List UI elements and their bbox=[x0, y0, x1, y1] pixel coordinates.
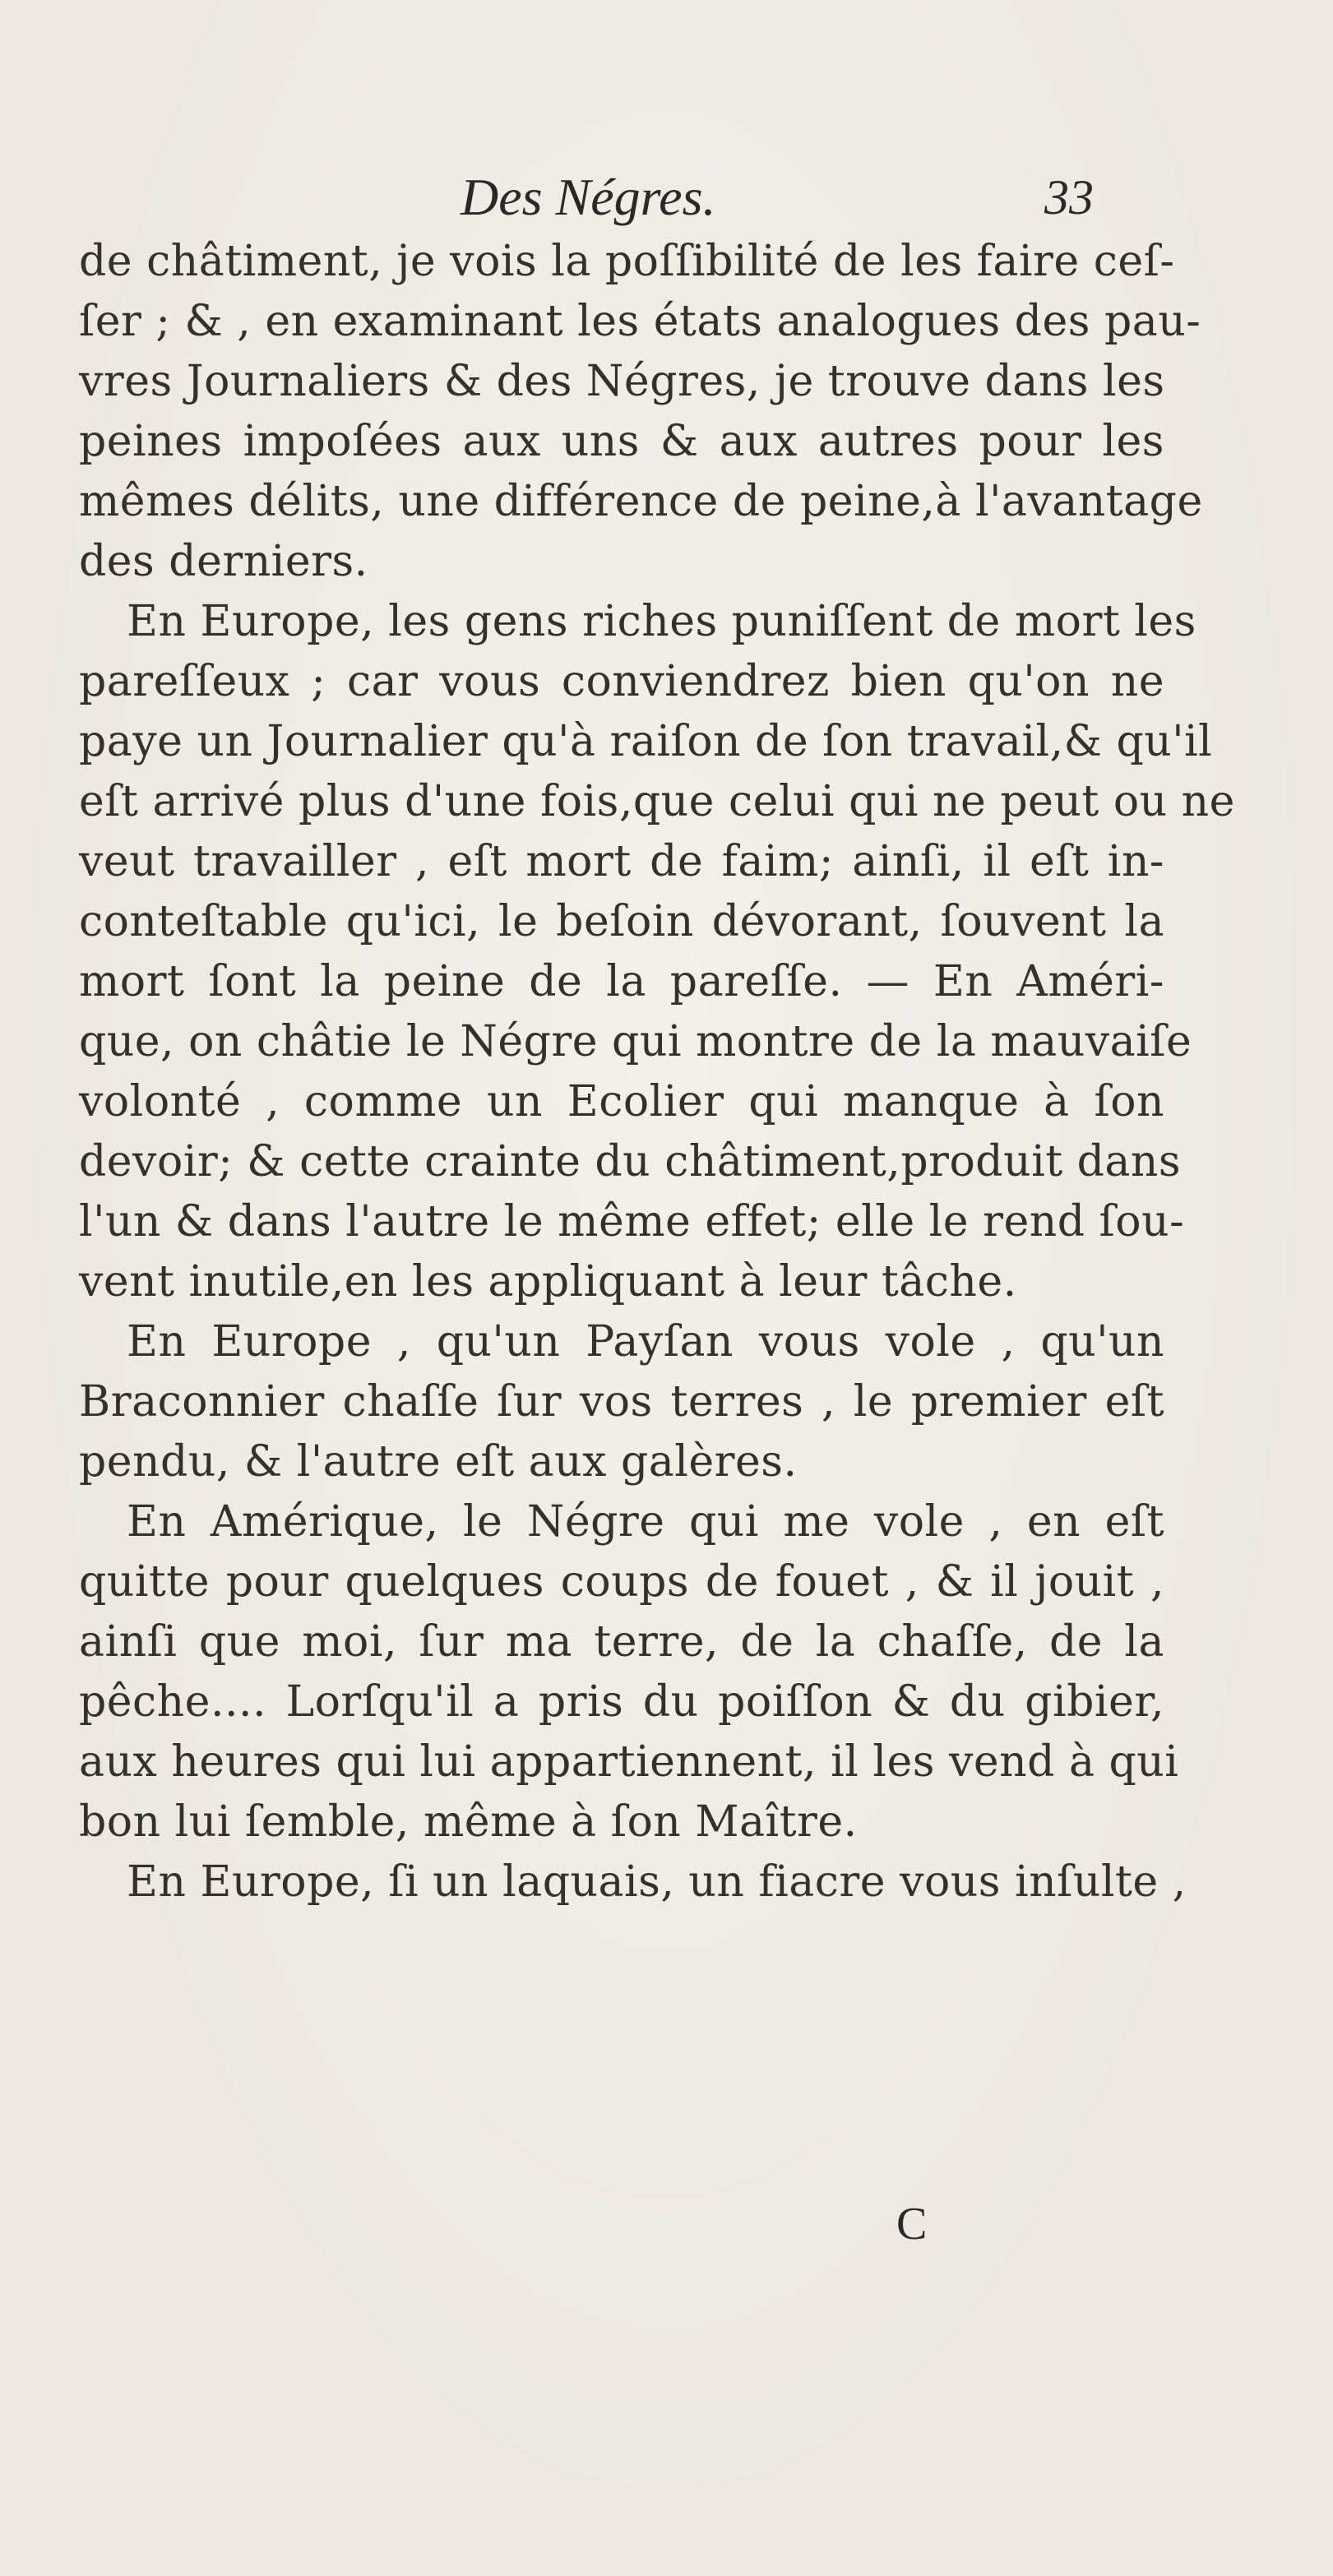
text-line: ſer ; & , en examinant les états analogues des pau- bbox=[79, 297, 1201, 346]
text-line: Braconnier chaſſe ſur vos terres , le premier eſt bbox=[79, 1377, 1164, 1427]
text-line: peines impoſées aux uns & aux autres pour les bbox=[79, 417, 1164, 466]
text-line: des derniers. bbox=[79, 537, 368, 586]
text-line: pêche.... Lorſqu'il a pris du poiſſon & du gibier, bbox=[79, 1677, 1164, 1727]
text-line: quitte pour quelques coups de fouet , & il jouit , bbox=[79, 1557, 1164, 1607]
text-line: volonté , comme un Ecolier qui manque à ſon bbox=[79, 1077, 1164, 1126]
signature-mark: C bbox=[896, 2199, 928, 2250]
text-line: paye un Journalier qu'à raiſon de ſon travail,& qu'il bbox=[79, 717, 1213, 766]
text-line: l'un & dans l'autre le même effet; elle le rend ſou- bbox=[79, 1197, 1185, 1246]
text-line: ainſi que moi, ſur ma terre, de la chaſſe, de la bbox=[79, 1617, 1164, 1667]
text-line: devoir; & cette crainte du châtiment,produit dans bbox=[79, 1137, 1182, 1186]
text-line: pareſſeux ; car vous conviendrez bien qu'on ne bbox=[79, 657, 1164, 706]
text-line: bon lui ſemble, même à ſon Maître. bbox=[79, 1797, 858, 1847]
text-line: En Amérique, le Négre qui me vole , en eſt bbox=[127, 1497, 1164, 1547]
text-line: vres Journaliers & des Négres, je trouve dans les bbox=[79, 357, 1165, 406]
text-line: mêmes délits, une différence de peine,à l'avantage bbox=[79, 477, 1203, 526]
text-line: veut travailler , eſt mort de faim; ainſi, il eſt in- bbox=[79, 837, 1164, 886]
text-line: eſt arrivé plus d'une fois,que celui qui ne peut ou ne bbox=[79, 777, 1235, 826]
page-number: 33 bbox=[1044, 170, 1094, 224]
text-line: de châtiment, je vois la poſſibilité de les faire ceſ- bbox=[79, 237, 1175, 286]
page-header bbox=[0, 164, 1333, 238]
text-line: vent inutile,en les appliquant à leur tâche. bbox=[79, 1257, 1017, 1306]
text-line: conteſtable qu'ici, le beſoin dévorant, ſouvent la bbox=[79, 897, 1164, 946]
text-line: En Europe, ſi un laquais, un fiacre vous inſulte , bbox=[127, 1857, 1187, 1907]
text-line: En Europe, les gens riches puniſſent de mort les bbox=[127, 597, 1196, 646]
text-line: aux heures qui lui appartiennent, il les vend à qui bbox=[79, 1737, 1179, 1787]
body-text bbox=[79, 232, 1235, 1912]
text-line: pendu, & l'autre eſt aux galères. bbox=[79, 1437, 798, 1487]
text-line: mort ſont la peine de la pareſſe. — En Améri- bbox=[79, 957, 1164, 1006]
text-line: que, on châtie le Négre qui montre de la mauvaiſe bbox=[79, 1017, 1192, 1066]
running-title: Des Négres. bbox=[461, 168, 716, 226]
text-line: En Europe , qu'un Payſan vous vole , qu'un bbox=[127, 1317, 1164, 1367]
